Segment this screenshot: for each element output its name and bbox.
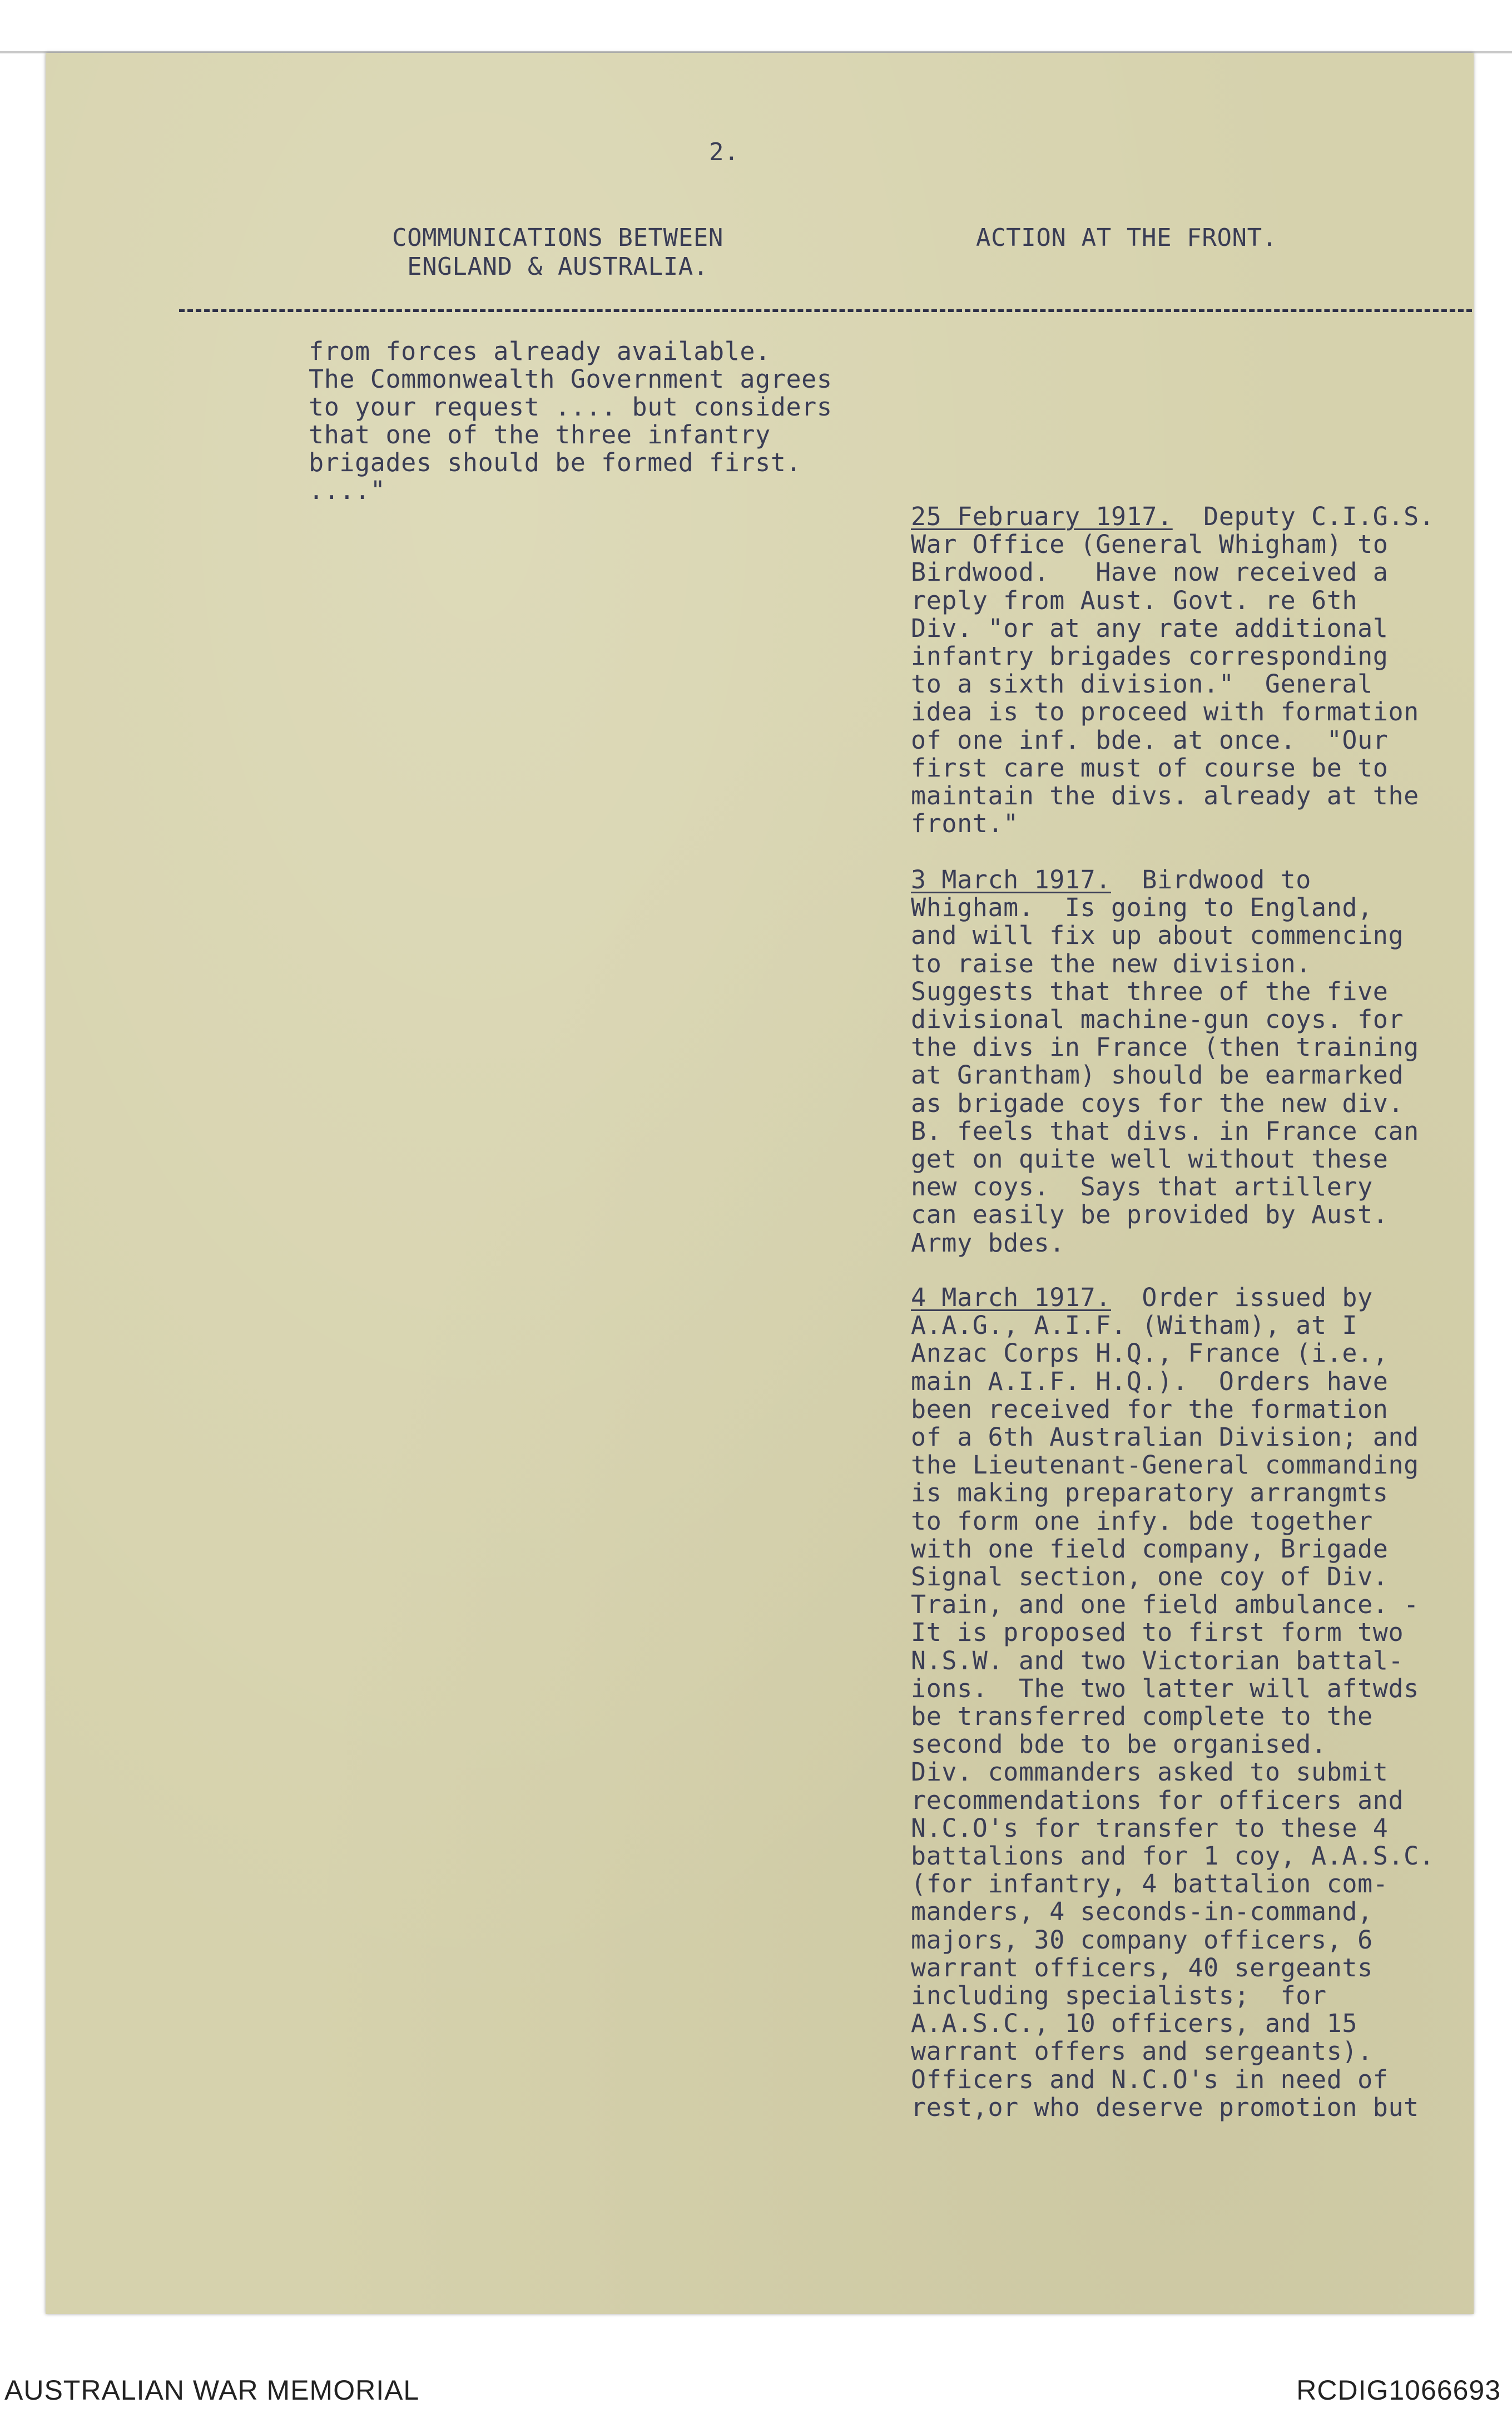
footer-record-id: RCDIG1066693 bbox=[1296, 2375, 1501, 2406]
entry-3-march-1917 bbox=[911, 866, 1419, 1257]
entry-date: 4 March 1917. bbox=[911, 1283, 1111, 1312]
entry-25-february-1917 bbox=[911, 503, 1435, 838]
left-column-text: from forces already available. The Commonwealth Government agrees to your request .... but considers that one of the three infantry brigades should be formed first. ...." bbox=[309, 337, 832, 505]
column-heading-right: ACTION AT THE FRONT. bbox=[976, 224, 1277, 252]
page-number: 2. bbox=[709, 138, 740, 166]
entry-text: Deputy C.I.G.S. War Office (General Whigham) to Birdwood. Have now received a reply from Aust. Govt. re 6th Div. "or at any rate additional infantry brigades corresponding to a sixth division." General idea is to proceed with formation of one inf. bde. at once. "Our first care must of course be to maintain the divs. already at the front." bbox=[911, 502, 1435, 839]
column-heading-left: COMMUNICATIONS BETWEEN ENGLAND & AUSTRALIA. bbox=[392, 224, 723, 281]
entry-text: Birdwood to Whigham. Is going to England, and will fix up about commencing to raise the new division. Suggests that three of the five divisional machine-gun coys. for the divs in France (then training at Grantham) should be earmarked as brigade coys for the new div. B. feels that divs. in France can get on quite well without these new coys. Says that artillery can easily be provided by Aust. Army bdes. bbox=[911, 865, 1419, 1258]
entry-date: 3 March 1917. bbox=[911, 865, 1111, 894]
entry-text: Order issued by A.A.G., A.I.F. (Witham), at I Anzac Corps H.Q., France (i.e., main A.I.F. H.Q.). Orders have been received for the formation of a 6th Australian Division; and the Lieutenant-General commanding is making preparatory arrangmts to form one infy. bde together with one field company, Brigade Signal section, one coy of Div. Train, and one field ambulance. - It is proposed to first form two N.S.W. and two Victorian battal- ions. The two latter will aftwds be transferred complete to the second bde to be organised. Div. commanders asked to submit recommendations for officers and N.C.O's for transfer to these 4 battalions and for 1 coy, A.A.S.C. (for infantry, 4 battalion com- manders, 4 seconds-in-command, majors, 30 company officers, 6 warrant officers, 40 sergeants including specialists; for A.A.S.C., 10 officers, and 15 warrant offers and sergeants). Officers and N.C.O's in need of rest,or who deserve promotion but bbox=[911, 1283, 1435, 2122]
entry-4-march-1917 bbox=[911, 1284, 1435, 2122]
heading-rule bbox=[179, 309, 1472, 312]
entry-date: 25 February 1917. bbox=[911, 502, 1173, 531]
footer-source: AUSTRALIAN WAR MEMORIAL bbox=[4, 2375, 420, 2406]
